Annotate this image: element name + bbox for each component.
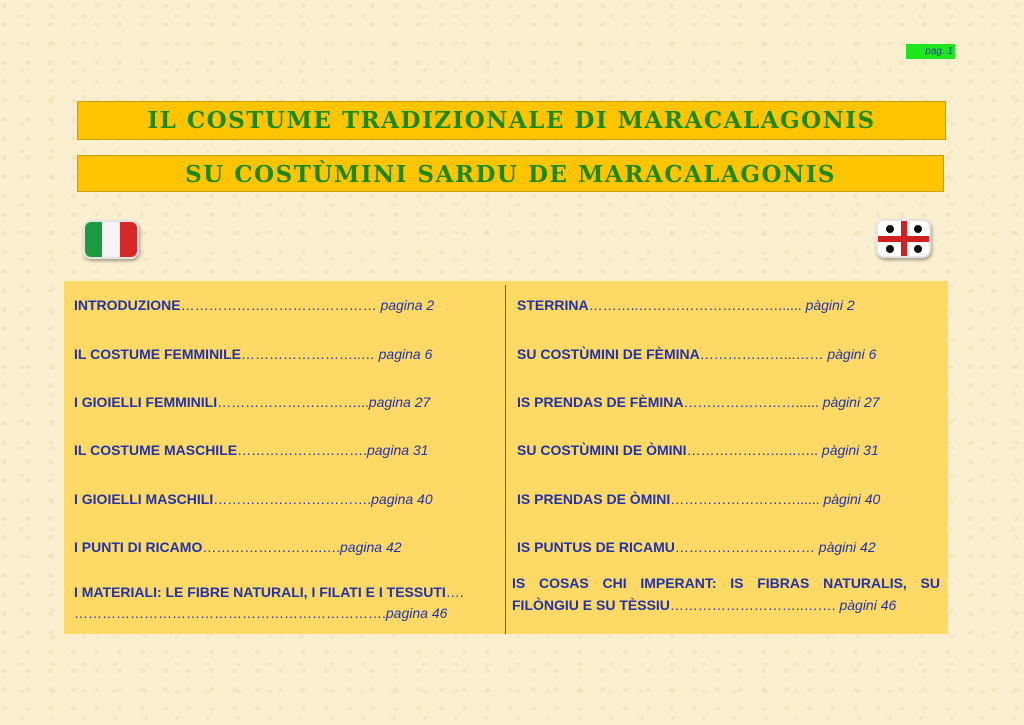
title-italian: IL COSTUME TRADIZIONALE DI MARACALAGONIS [77,101,946,140]
toc-item-puntus-ricamu[interactable]: IS PUNTUS DE RICAMU………………………… pàgini 42 [517,539,876,555]
toc-item-prendas-omini[interactable]: IS PRENDAS DE ÒMINI………………………...... pàgini 40 [517,491,881,507]
toc-item-costume-maschile[interactable]: IL COSTUME MASCHILE……………………….pagina 31 [74,442,429,458]
toc-item-prendas-femina[interactable]: IS PRENDAS DE FÈMINA……………………...... pàgini 27 [517,394,880,410]
italian-flag-icon[interactable] [83,220,139,259]
sardinian-flag-icon[interactable] [876,219,931,258]
toc-item-gioielli-femminili[interactable]: I GIOIELLI FEMMINILI…………………………...pagina 27 [74,394,431,410]
toc-item-materiali[interactable]: I MATERIALI: LE FIBRE NATURALI, I FILATI E I TESSUTI…. [74,584,464,600]
toc-item-materiali-page[interactable]: ………………………………………………………….pagina 46 [74,605,448,621]
toc-item-sterrina[interactable]: STERRINA………..…………………………...... pàgini 2 [517,297,855,313]
toc-item-costumini-omini[interactable]: SU COSTÙMINI DE ÒMINI……………….…..….. pàgini 31 [517,442,879,458]
toc-item-gioielli-maschili[interactable]: I GIOIELLI MASCHILI…………………………….pagina 40 [74,491,433,507]
toc-item-cosas-imperant[interactable]: IS COSAS CHI IMPERANT: IS FIBRAS NATURALIS, SU FILÒNGIU E SU TÈSSIU………………………..……. pàgini 46 [512,575,940,613]
title-sardinian: SU COSTÙMINI SARDU DE MARACALAGONIS [77,155,944,192]
toc-item-costumini-femina[interactable]: SU COSTÙMINI DE FÈMINA………………...…… pàgini 6 [517,346,877,362]
page-number-badge: pag. 1 [906,44,955,59]
toc-item-costume-femminile[interactable]: IL COSTUME FEMMINILE……………………..… pagina 6 [74,346,433,362]
toc-item-introduzione[interactable]: INTRODUZIONE…………………………………… pagina 2 [74,297,435,313]
toc-divider [505,285,506,634]
toc-item-punti-ricamo[interactable]: I PUNTI DI RICAMO……………………..….pagina 42 [74,539,402,555]
